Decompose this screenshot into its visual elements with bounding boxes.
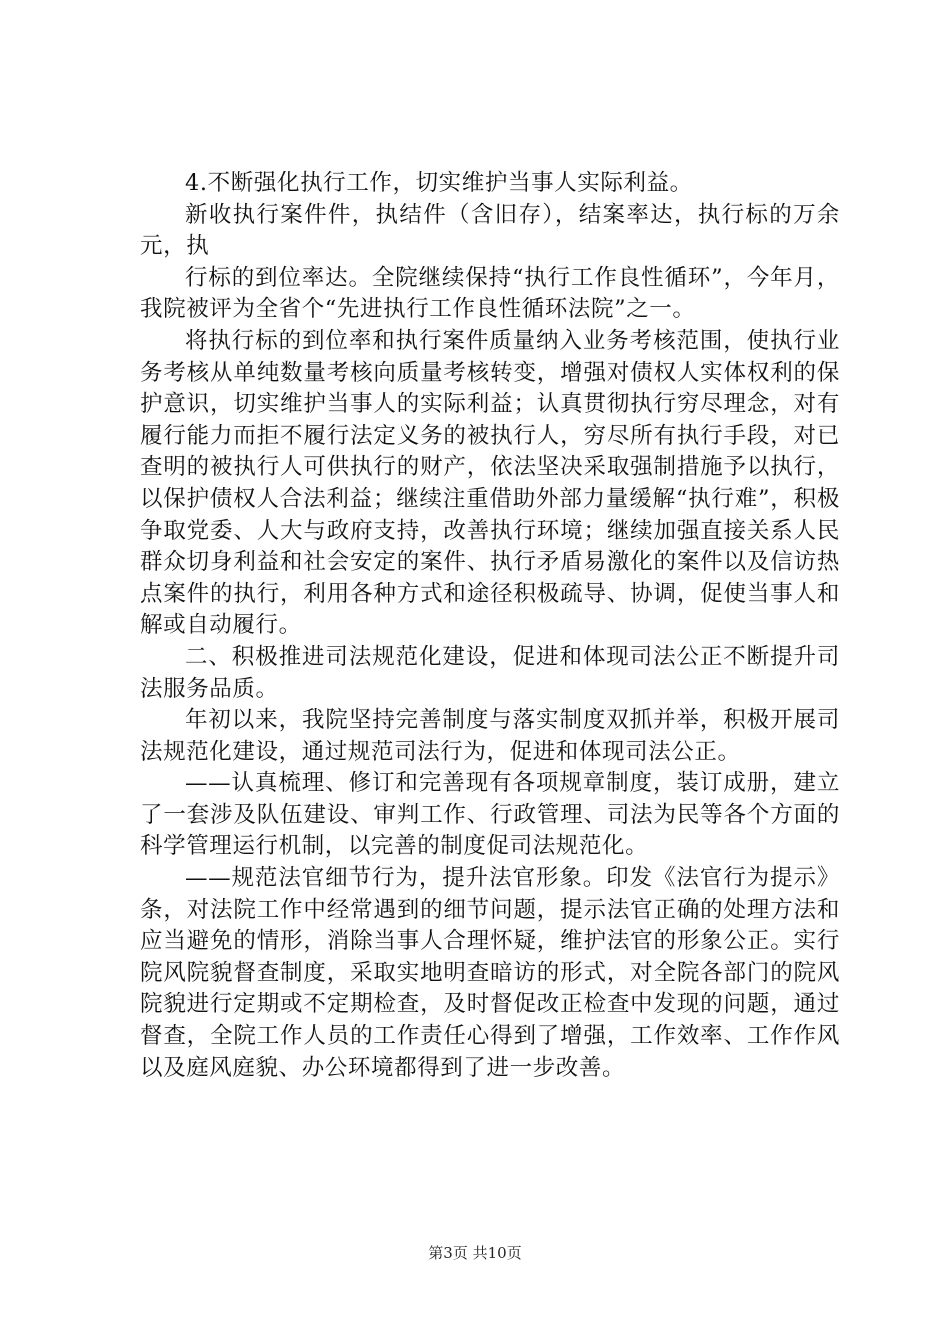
paragraph-8: ——规范法官细节行为，提升法官形象。印发《法官行为提示》条，对法院工作中经常遇到的细节问题，提示法官正确的处理方法和应当避免的情形，消除当事人合理怀疑，维护法官的形象公正。实行院风院貌督查制度，采取实地明查暗访的形式，对全院各部门的院风院貌进行定期或不定期检查，及时督促改正检查中发现的问题，通过督查，全院工作人员的工作责任心得到了增强，工作效率、工作作风以及庭风庭貌、办公环境都得到了进一步改善。: [140, 865, 840, 1081]
paragraph-6: 年初以来，我院坚持完善制度与落实制度双抓并举，积极开展司法规范化建设，通过规范司法行为，促进和体现司法公正。: [140, 707, 840, 765]
paragraph-2: 新收执行案件件，执结件（含旧存），结案率达，执行标的万余元，执: [140, 201, 840, 260]
paragraph-4: 将执行标的到位率和执行案件质量纳入业务考核范围，使执行业务考核从单纯数量考核向质量考核转变，增强对债权人实体权利的保护意识，切实维护当事人的实际利益；认真贯彻执行穷尽理念，对有履行能力而拒不履行法定义务的被执行人，穷尽所有执行手段，对已查明的被执行人可供执行的财产，依法坚决采取强制措施予以执行，以保护债权人合法利益；继续注重借助外部力量缓解“执行难”，积极争取党委、人大与政府支持，改善执行环境；继续加强直接关系人民群众切身利益和社会安定的案件、执行矛盾易激化的案件以及信访热点案件的执行，利用各种方式和途径积极疏导、协调，促使当事人和解或自动履行。: [140, 327, 840, 639]
paragraph-3: 行标的到位率达。全院继续保持“执行工作良性循环”，今年月，我院被评为全省个“先进执行工作良性循环法院”之一。: [140, 264, 840, 323]
paragraph-5-heading: 二、积极推进司法规范化建设，促进和体现司法公正不断提升司法服务品质。: [140, 643, 840, 702]
page-footer: 第3页 共10页: [428, 1244, 522, 1262]
document-body: [140, 168, 840, 1084]
paragraph-1: 4.不断强化执行工作，切实维护当事人实际利益。: [185, 170, 693, 196]
paragraph-7: ——认真梳理、修订和完善现有各项规章制度，装订成册，建立了一套涉及队伍建设、审判工作、行政管理、司法为民等各个方面的科学管理运行机制，以完善的制度促司法规范化。: [140, 770, 840, 860]
